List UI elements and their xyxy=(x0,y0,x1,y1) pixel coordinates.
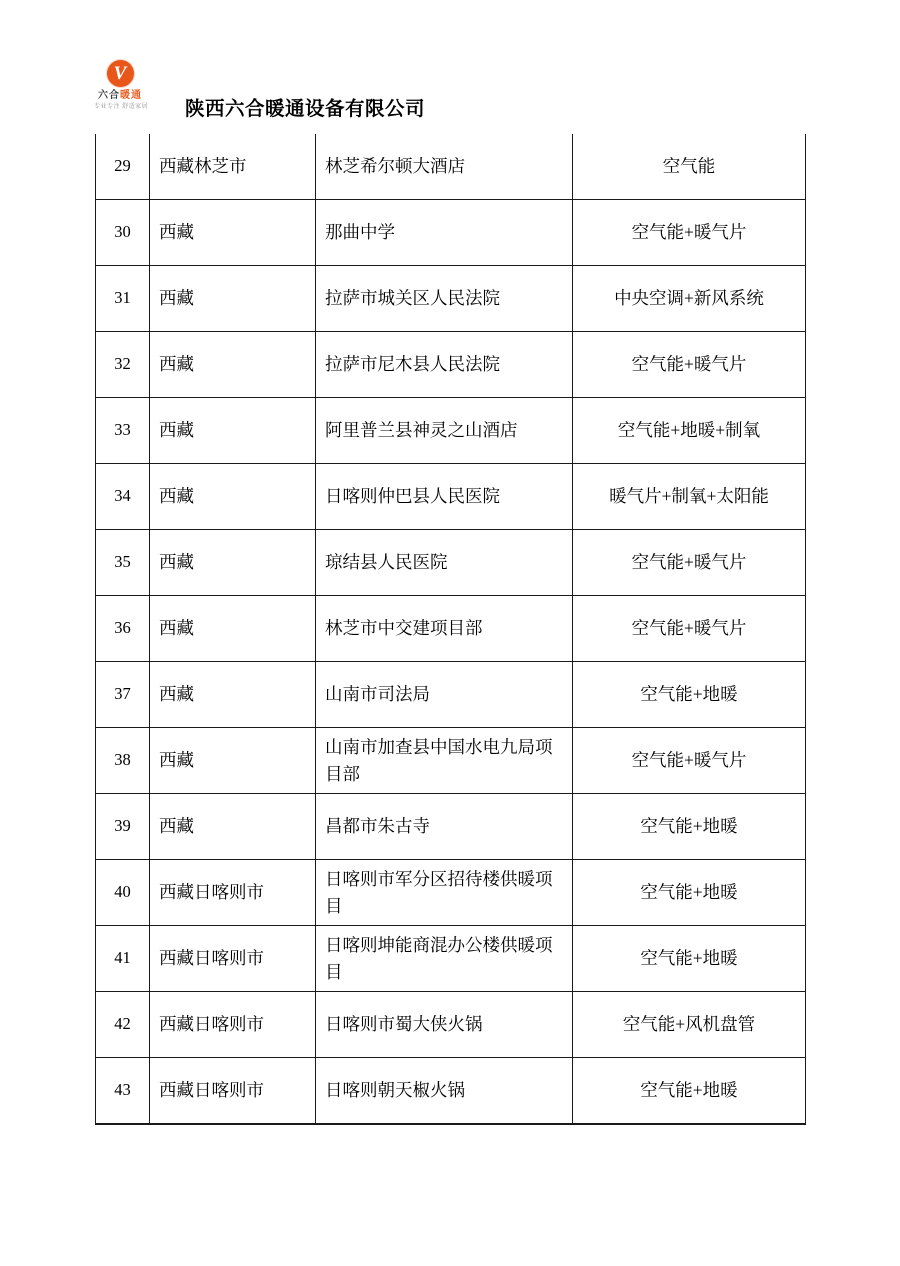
cell-heating-system: 空气能+地暖 xyxy=(573,1058,806,1125)
cell-region: 西藏 xyxy=(150,596,316,662)
cell-project-name: 林芝希尔顿大酒店 xyxy=(316,134,573,200)
cell-project-name: 琼结县人民医院 xyxy=(316,530,573,596)
cell-heating-system: 暖气片+制氧+太阳能 xyxy=(573,464,806,530)
cell-heating-system: 空气能 xyxy=(573,134,806,200)
cell-serial-number: 37 xyxy=(96,662,150,728)
logo-wordmark-part2: 暖通 xyxy=(120,90,142,101)
cell-region: 西藏 xyxy=(150,200,316,266)
cell-region: 西藏 xyxy=(150,332,316,398)
cell-serial-number: 40 xyxy=(96,860,150,926)
cell-project-name: 日喀则市蜀大侠火锅 xyxy=(316,992,573,1058)
cell-serial-number: 39 xyxy=(96,794,150,860)
company-logo-icon xyxy=(107,60,134,87)
logo-tagline: 专业专注 舒适家居 xyxy=(94,104,149,110)
logo-monogram: V xyxy=(113,63,127,84)
table-row xyxy=(96,134,806,200)
cell-heating-system: 空气能+地暖 xyxy=(573,794,806,860)
cell-heating-system: 空气能+地暖 xyxy=(573,662,806,728)
table-row xyxy=(96,662,806,728)
cell-heating-system: 空气能+地暖+制氧 xyxy=(573,398,806,464)
cell-region: 西藏日喀则市 xyxy=(150,1058,316,1125)
cell-serial-number: 32 xyxy=(96,332,150,398)
logo-wordmark xyxy=(94,91,146,101)
table-row xyxy=(96,530,806,596)
cell-serial-number: 38 xyxy=(96,728,150,794)
page-title: 陕西六合暖通设备有限公司 xyxy=(185,98,426,120)
cell-serial-number: 30 xyxy=(96,200,150,266)
cell-project-name: 日喀则仲巴县人民医院 xyxy=(316,464,573,530)
cell-region: 西藏 xyxy=(150,530,316,596)
cell-project-name: 日喀则坤能商混办公楼供暖项目 xyxy=(316,926,573,992)
cell-project-name: 日喀则朝天椒火锅 xyxy=(316,1058,573,1125)
cell-heating-system: 空气能+暖气片 xyxy=(573,530,806,596)
cell-project-name: 山南市司法局 xyxy=(316,662,573,728)
company-logo xyxy=(94,60,149,110)
cell-region: 西藏 xyxy=(150,662,316,728)
cell-project-name: 山南市加查县中国水电九局项目部 xyxy=(316,728,573,794)
table-row xyxy=(96,596,806,662)
cell-heating-system: 空气能+暖气片 xyxy=(573,332,806,398)
table-row xyxy=(96,1058,806,1125)
logo-wordmark-part1: 六合 xyxy=(98,90,120,101)
table-row xyxy=(96,398,806,464)
cell-region: 西藏日喀则市 xyxy=(150,860,316,926)
cell-serial-number: 29 xyxy=(96,134,150,200)
table-row xyxy=(96,200,806,266)
cell-region: 西藏 xyxy=(150,464,316,530)
cell-project-name: 拉萨市尼木县人民法院 xyxy=(316,332,573,398)
cell-project-name: 日喀则市军分区招待楼供暖项目 xyxy=(316,860,573,926)
projects-table-body xyxy=(96,134,806,1124)
cell-region: 西藏林芝市 xyxy=(150,134,316,200)
cell-heating-system: 空气能+暖气片 xyxy=(573,200,806,266)
table-row xyxy=(96,728,806,794)
cell-heating-system: 中央空调+新风系统 xyxy=(573,266,806,332)
cell-heating-system: 空气能+地暖 xyxy=(573,926,806,992)
table-row xyxy=(96,266,806,332)
cell-heating-system: 空气能+暖气片 xyxy=(573,728,806,794)
cell-region: 西藏 xyxy=(150,794,316,860)
cell-heating-system: 空气能+暖气片 xyxy=(573,596,806,662)
cell-project-name: 林芝市中交建项目部 xyxy=(316,596,573,662)
table-row xyxy=(96,926,806,992)
cell-region: 西藏 xyxy=(150,398,316,464)
cell-region: 西藏日喀则市 xyxy=(150,992,316,1058)
cell-serial-number: 33 xyxy=(96,398,150,464)
table-row xyxy=(96,332,806,398)
cell-heating-system: 空气能+风机盘管 xyxy=(573,992,806,1058)
table-row xyxy=(96,992,806,1058)
cell-serial-number: 41 xyxy=(96,926,150,992)
table-row xyxy=(96,794,806,860)
cell-serial-number: 35 xyxy=(96,530,150,596)
cell-serial-number: 31 xyxy=(96,266,150,332)
projects-table xyxy=(95,134,806,1125)
cell-project-name: 阿里普兰县神灵之山酒店 xyxy=(316,398,573,464)
cell-heating-system: 空气能+地暖 xyxy=(573,860,806,926)
cell-region: 西藏 xyxy=(150,266,316,332)
cell-project-name: 拉萨市城关区人民法院 xyxy=(316,266,573,332)
cell-serial-number: 43 xyxy=(96,1058,150,1125)
cell-serial-number: 36 xyxy=(96,596,150,662)
cell-region: 西藏日喀则市 xyxy=(150,926,316,992)
table-row xyxy=(96,860,806,926)
cell-region: 西藏 xyxy=(150,728,316,794)
cell-serial-number: 42 xyxy=(96,992,150,1058)
cell-project-name: 昌都市朱古寺 xyxy=(316,794,573,860)
cell-project-name: 那曲中学 xyxy=(316,200,573,266)
table-row xyxy=(96,464,806,530)
cell-serial-number: 34 xyxy=(96,464,150,530)
